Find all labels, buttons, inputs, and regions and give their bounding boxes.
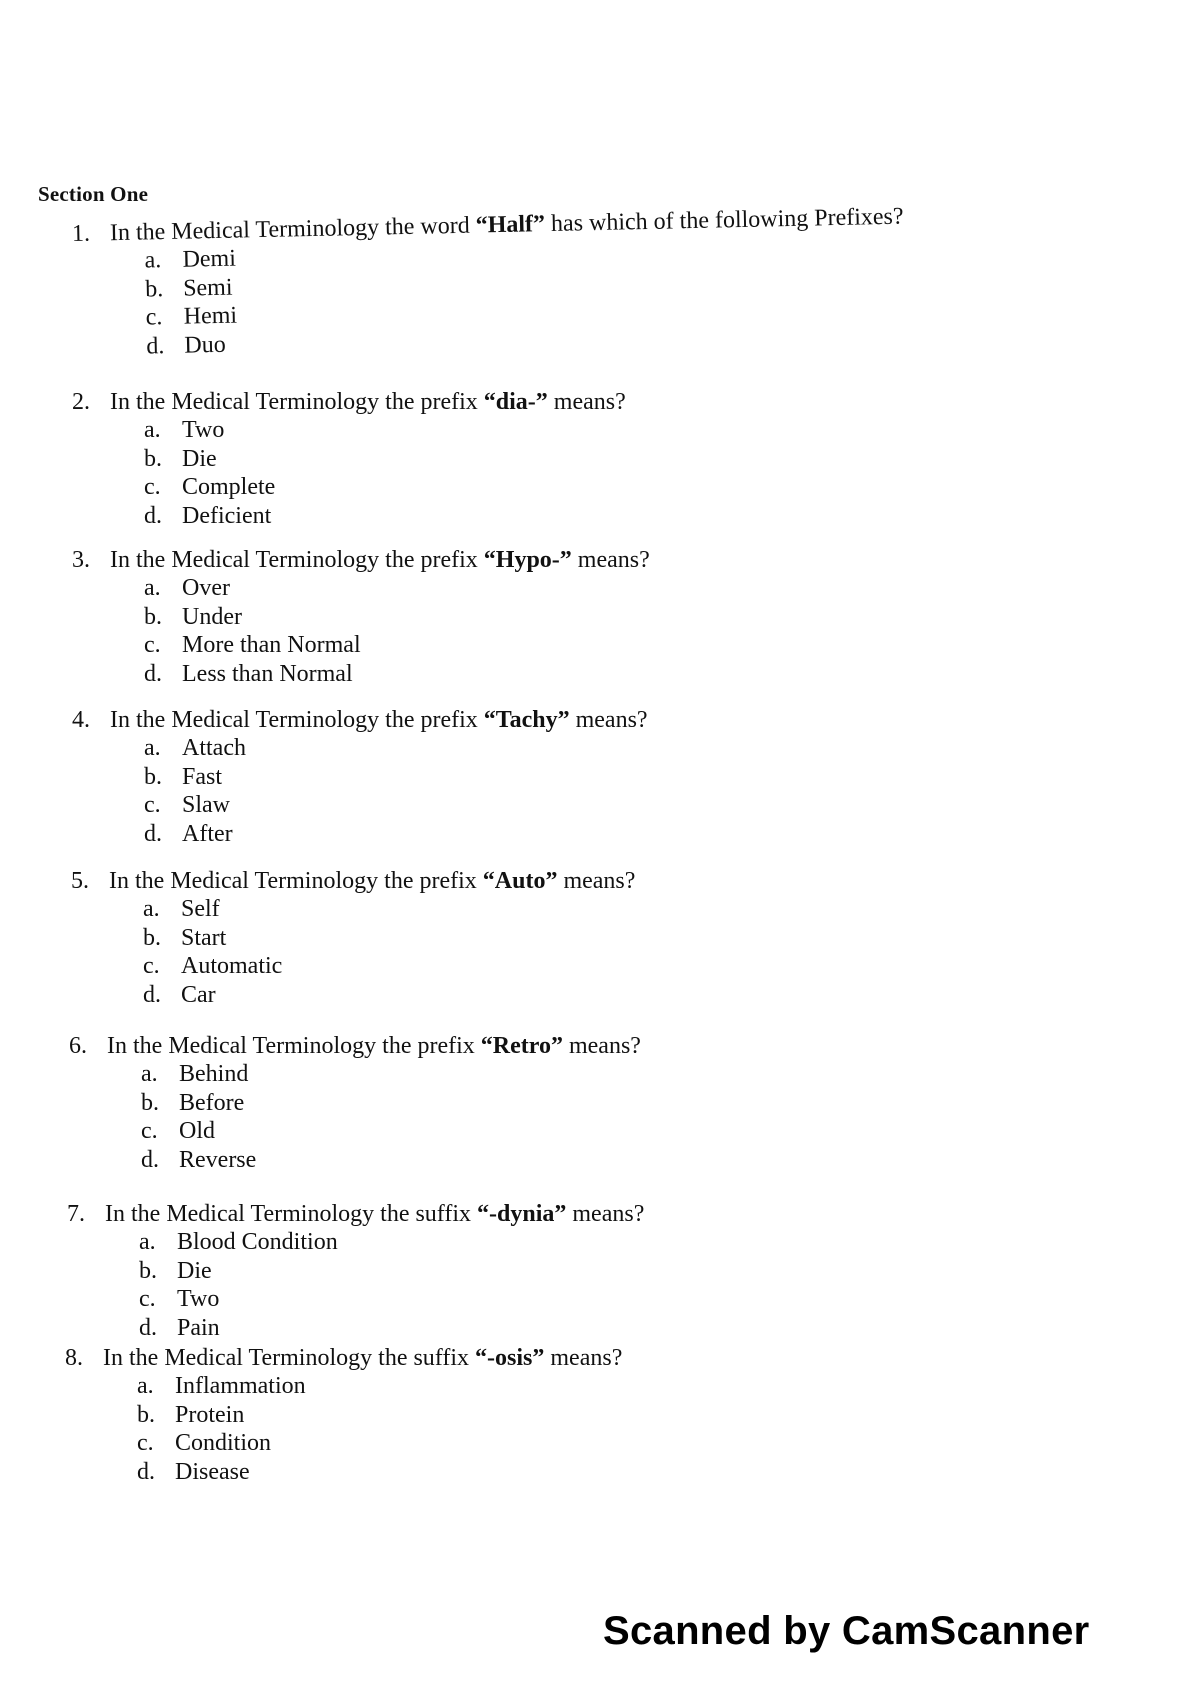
answer-options xyxy=(141,1060,1129,1174)
option-letter: b. xyxy=(139,1257,157,1284)
option-text: Hemi xyxy=(183,302,238,330)
option-text: Fast xyxy=(182,763,223,790)
option-text: Before xyxy=(179,1089,245,1116)
option-text: Die xyxy=(182,445,217,472)
question-term: “Tachy” xyxy=(483,707,570,733)
option-text: Car xyxy=(181,981,216,1008)
question-number: 7. xyxy=(67,1201,85,1227)
question-2 xyxy=(72,388,1132,530)
option-letter: d. xyxy=(146,332,165,359)
question-6 xyxy=(69,1032,1129,1174)
question-number: 1. xyxy=(71,220,91,247)
question-stem xyxy=(109,868,635,894)
option-text: Start xyxy=(181,924,227,951)
option-letter: a. xyxy=(144,735,161,761)
answer-option xyxy=(144,502,1132,531)
option-text: Duo xyxy=(184,331,226,359)
question-stem xyxy=(110,547,650,573)
question-5 xyxy=(71,867,1131,1009)
question-8 xyxy=(65,1344,1125,1486)
option-text: Over xyxy=(182,575,230,601)
answer-option xyxy=(144,416,1132,445)
option-text: Old xyxy=(179,1118,215,1144)
option-text: Slaw xyxy=(182,792,230,818)
option-text: Attach xyxy=(182,735,246,761)
question-text xyxy=(72,706,1132,734)
answer-options xyxy=(144,734,1132,848)
option-text: Disease xyxy=(175,1458,250,1485)
answer-option xyxy=(141,1089,1129,1118)
option-letter: b. xyxy=(141,1089,159,1116)
answer-options xyxy=(144,574,1132,688)
answer-option xyxy=(144,791,1132,820)
question-stem-after: means? xyxy=(571,547,650,573)
question-stem xyxy=(110,707,648,733)
question-stem-after: has which of the following Prefixes? xyxy=(544,203,904,238)
option-letter: c. xyxy=(144,792,161,818)
question-stem-after: means? xyxy=(557,868,636,894)
answer-option xyxy=(144,445,1132,474)
answer-option xyxy=(141,1146,1129,1175)
option-letter: d. xyxy=(144,820,162,847)
question-stem xyxy=(105,1201,644,1227)
option-letter: b. xyxy=(144,763,162,790)
option-letter: a. xyxy=(144,247,162,274)
question-stem-before: In the Medical Terminology the word xyxy=(109,212,476,247)
answer-option xyxy=(139,1257,1127,1286)
option-letter: d. xyxy=(144,660,162,687)
question-stem-after: means? xyxy=(569,707,648,733)
answer-option xyxy=(141,1117,1129,1146)
answer-options xyxy=(143,895,1131,1009)
question-number: 6. xyxy=(69,1033,87,1059)
answer-option xyxy=(144,603,1132,632)
answer-option xyxy=(144,631,1132,660)
question-stem-after: means? xyxy=(544,1345,623,1371)
answer-option xyxy=(144,473,1132,502)
option-letter: d. xyxy=(137,1458,155,1485)
answer-options xyxy=(139,1228,1127,1342)
option-text: More than Normal xyxy=(182,632,361,658)
question-number: 3. xyxy=(72,547,90,573)
option-text: Deficient xyxy=(182,502,272,529)
question-number: 8. xyxy=(65,1345,83,1371)
question-term: “dia-” xyxy=(483,389,548,415)
option-letter: c. xyxy=(137,1430,154,1456)
section-title: Section One xyxy=(38,182,149,206)
option-letter: d. xyxy=(141,1146,159,1173)
option-letter: d. xyxy=(144,502,162,529)
option-letter: c. xyxy=(141,1118,158,1144)
question-stem-before: In the Medical Terminology the suffix xyxy=(105,1201,478,1227)
answer-option xyxy=(139,1285,1127,1314)
question-text xyxy=(67,1200,1127,1228)
answer-option xyxy=(144,763,1132,792)
question-stem-after: means? xyxy=(547,389,626,415)
question-number: 4. xyxy=(72,707,90,733)
option-letter: b. xyxy=(143,924,161,951)
option-text: Reverse xyxy=(179,1146,257,1173)
option-letter: b. xyxy=(144,275,164,302)
question-stem xyxy=(107,1033,641,1059)
answer-options xyxy=(144,226,1134,361)
answer-option xyxy=(139,1228,1127,1257)
question-4 xyxy=(72,706,1132,848)
question-term: “Retro” xyxy=(480,1033,563,1059)
option-text: Demi xyxy=(182,245,237,273)
option-text: Condition xyxy=(175,1430,272,1456)
option-text: Under xyxy=(182,603,242,630)
option-letter: b. xyxy=(144,445,162,472)
question-stem-before: In the Medical Terminology the prefix xyxy=(107,1033,481,1059)
question-number: 5. xyxy=(71,868,89,894)
answer-option xyxy=(144,820,1132,849)
question-text xyxy=(71,867,1131,895)
option-text: Protein xyxy=(175,1401,245,1428)
option-text: Behind xyxy=(179,1061,249,1087)
answer-option xyxy=(144,574,1132,603)
answer-option xyxy=(143,895,1131,924)
answer-option xyxy=(143,924,1131,953)
option-text: Semi xyxy=(182,274,233,302)
question-7 xyxy=(67,1200,1127,1342)
answer-option xyxy=(143,952,1131,981)
option-letter: d. xyxy=(139,1314,157,1341)
option-text: Pain xyxy=(177,1314,220,1341)
question-stem-before: In the Medical Terminology the prefix xyxy=(110,547,484,573)
option-text: Two xyxy=(182,417,225,443)
option-letter: b. xyxy=(137,1401,155,1428)
option-text: Automatic xyxy=(181,953,283,979)
question-number: 2. xyxy=(72,389,90,415)
question-stem-before: In the Medical Terminology the suffix xyxy=(103,1345,476,1371)
question-text xyxy=(65,1344,1125,1372)
question-stem xyxy=(103,1345,622,1371)
option-text: Blood Condition xyxy=(177,1229,338,1255)
option-letter: c. xyxy=(144,474,161,500)
option-letter: a. xyxy=(141,1061,158,1087)
option-letter: c. xyxy=(139,1286,156,1312)
option-text: After xyxy=(182,820,233,847)
question-term: “Auto” xyxy=(482,868,558,894)
question-text xyxy=(69,1032,1129,1060)
question-term: “Hypo-” xyxy=(483,547,572,573)
answer-option xyxy=(141,1060,1129,1089)
option-letter: c. xyxy=(143,953,160,979)
answer-option xyxy=(137,1401,1125,1430)
answer-option xyxy=(137,1372,1125,1401)
question-term: “-osis” xyxy=(475,1345,545,1371)
answer-options xyxy=(144,416,1132,530)
question-text xyxy=(72,546,1132,574)
option-text: Inflammation xyxy=(175,1373,306,1399)
option-letter: c. xyxy=(144,632,161,658)
question-stem xyxy=(110,389,626,415)
option-letter: a. xyxy=(137,1373,154,1399)
option-letter: c. xyxy=(145,304,163,331)
option-text: Complete xyxy=(182,474,276,500)
option-letter: a. xyxy=(144,417,161,443)
answer-option xyxy=(137,1458,1125,1487)
option-text: Two xyxy=(177,1286,220,1312)
question-1 xyxy=(72,198,1135,362)
option-letter: d. xyxy=(143,981,161,1008)
option-letter: b. xyxy=(144,603,162,630)
answer-option xyxy=(143,981,1131,1010)
question-stem-after: means? xyxy=(566,1201,645,1227)
answer-option xyxy=(144,660,1132,689)
question-stem-before: In the Medical Terminology the prefix xyxy=(109,868,483,894)
option-text: Die xyxy=(177,1257,212,1284)
option-letter: a. xyxy=(144,575,161,601)
question-stem-before: In the Medical Terminology the prefix xyxy=(110,707,484,733)
option-letter: a. xyxy=(143,896,160,922)
answer-options xyxy=(137,1372,1125,1486)
camscanner-watermark: Scanned by CamScanner xyxy=(603,1609,1090,1653)
option-letter: a. xyxy=(139,1229,156,1255)
option-text: Self xyxy=(181,896,220,922)
question-term: “-dynia” xyxy=(477,1201,567,1227)
option-text: Less than Normal xyxy=(182,660,353,687)
answer-option xyxy=(144,734,1132,763)
question-3 xyxy=(72,546,1132,688)
question-stem-after: means? xyxy=(562,1033,641,1059)
question-term: “Half” xyxy=(475,211,546,239)
answer-option xyxy=(139,1314,1127,1343)
question-stem-before: In the Medical Terminology the prefix xyxy=(110,389,484,415)
answer-option xyxy=(137,1429,1125,1458)
question-text xyxy=(72,388,1132,416)
